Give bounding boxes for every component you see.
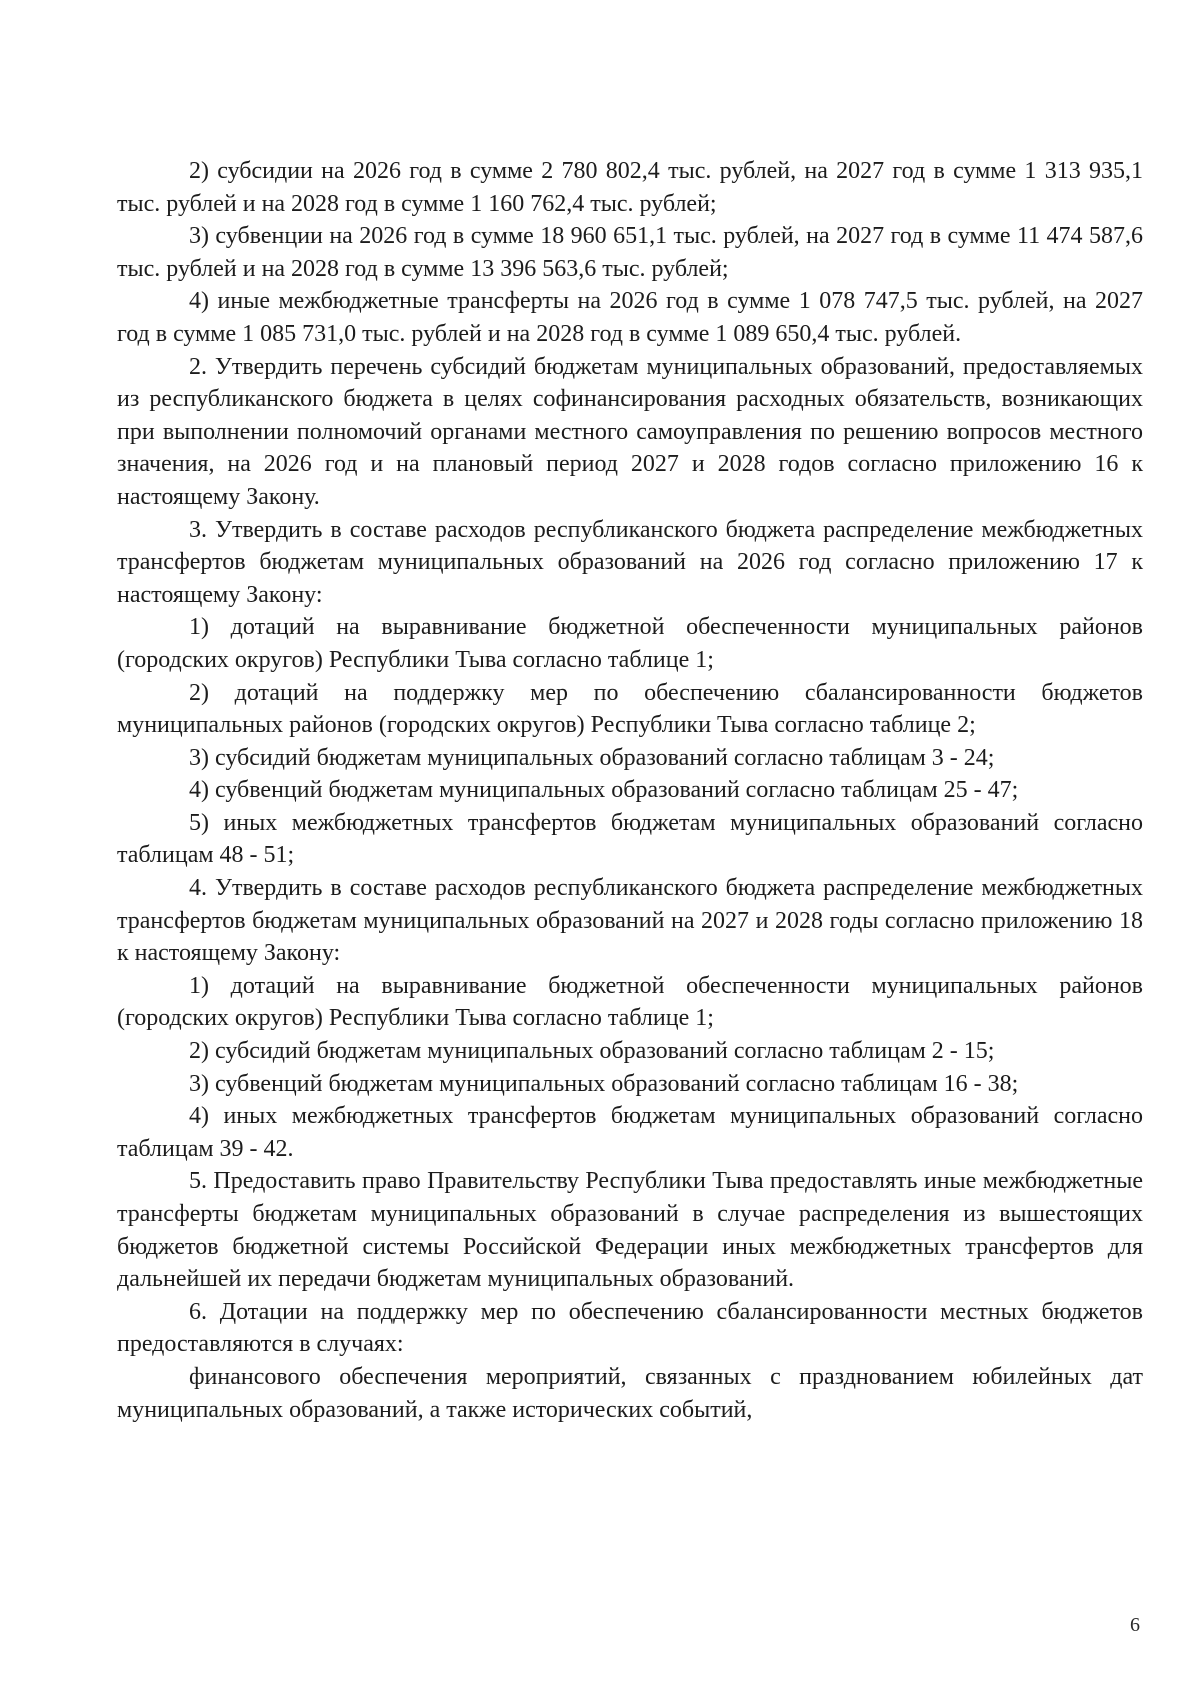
paragraph-section-3-item-2: 2) дотаций на поддержку мер по обеспечению сбалансированности бюджетов муниципальных районов (городских округов) Республики Тыва согласно таблице 2; xyxy=(117,679,1143,739)
paragraph-section-3-item-5: 5) иных межбюджетных трансфертов бюджетам муниципальных образований согласно таблицам 48 - 51; xyxy=(117,809,1143,869)
paragraph-section-3-item-4: 4) субвенций бюджетам муниципальных образований согласно таблицам 25 - 47; xyxy=(189,777,1019,804)
paragraph-section-6-case-1: финансового обеспечения мероприятий, связанных с празднованием юбилейных дат муниципальных образований, а также исторических событий, xyxy=(117,1363,1143,1423)
page-number: 6 xyxy=(1130,1614,1140,1636)
paragraph-section-4-item-3: 3) субвенций бюджетам муниципальных образований согласно таблицам 16 - 38; xyxy=(189,1070,1019,1097)
paragraph-section-4: 4. Утвердить в составе расходов республиканского бюджета распределение межбюджетных трансфертов бюджетам муниципальных образований на 2027 и 2028 годы согласно приложению 18 к настоящему Закону: xyxy=(117,875,1143,967)
paragraph-section-3: 3. Утвердить в составе расходов республиканского бюджета распределение межбюджетных трансфертов бюджетам муниципальных образований на 2026 год согласно приложению 17 к настоящему Закону: xyxy=(117,516,1143,608)
paragraph-section-3-item-1: 1) дотаций на выравнивание бюджетной обеспеченности муниципальных районов (городских округов) Республики Тыва согласно таблице 1; xyxy=(117,614,1143,673)
paragraph-section-5: 5. Предоставить право Правительству Республики Тыва предоставлять иные межбюджетные трансферты бюджетам муниципальных образований в случае распределения из вышестоящих бюджетов бюджетной системы Российской Федерации иных межбюджетных трансфертов для дальнейшей их передачи бюджетам муниципальных образований. xyxy=(117,1168,1143,1293)
paragraph-other-transfers-amounts: 4) иные межбюджетные трансферты на 2026 год в сумме 1 078 747,5 тыс. рублей, на 2027 год в сумме 1 085 731,0 тыс. рублей и на 2028 год в сумме 1 089 650,4 тыс. рублей. xyxy=(117,288,1143,347)
paragraph-section-6: 6. Дотации на поддержку мер по обеспечению сбалансированности местных бюджетов предоставляются в случаях: xyxy=(117,1298,1143,1358)
paragraph-section-4-item-1: 1) дотаций на выравнивание бюджетной обеспеченности муниципальных районов (городских округов) Республики Тыва согласно таблице 1; xyxy=(117,972,1143,1032)
paragraph-section-4-item-2: 2) субсидий бюджетам муниципальных образований согласно таблицам 2 - 15; xyxy=(189,1038,995,1065)
paragraph-section-3-item-3: 3) субсидий бюджетам муниципальных образований согласно таблицам 3 - 24; xyxy=(189,744,995,771)
paragraph-subventions-amounts: 3) субвенции на 2026 год в сумме 18 960 651,1 тыс. рублей, на 2027 год в сумме 11 474 587,6 тыс. рублей и на 2028 год в сумме 13 396 563,6 тыс. рублей; xyxy=(117,223,1143,282)
paragraph-section-4-item-4: 4) иных межбюджетных трансфертов бюджетам муниципальных образований согласно таблицам 39 - 42. xyxy=(117,1103,1143,1162)
document-body xyxy=(117,155,1143,1426)
paragraph-section-2: 2. Утвердить перечень субсидий бюджетам муниципальных образований, предоставляемых из республиканского бюджета в целях софинансирования расходных обязательств, возникающих при выполнении полномочий органами местного самоуправления по решению вопросов местного значения, на 2026 год и на плановый период 2027 и 2028 годов согласно приложению 16 к настоящему Закону. xyxy=(117,353,1143,510)
paragraph-subsidies-amounts: 2) субсидии на 2026 год в сумме 2 780 802,4 тыс. рублей, на 2027 год в сумме 1 313 935,1 тыс. рублей и на 2028 год в сумме 1 160 762,4 тыс. рублей; xyxy=(117,158,1143,217)
